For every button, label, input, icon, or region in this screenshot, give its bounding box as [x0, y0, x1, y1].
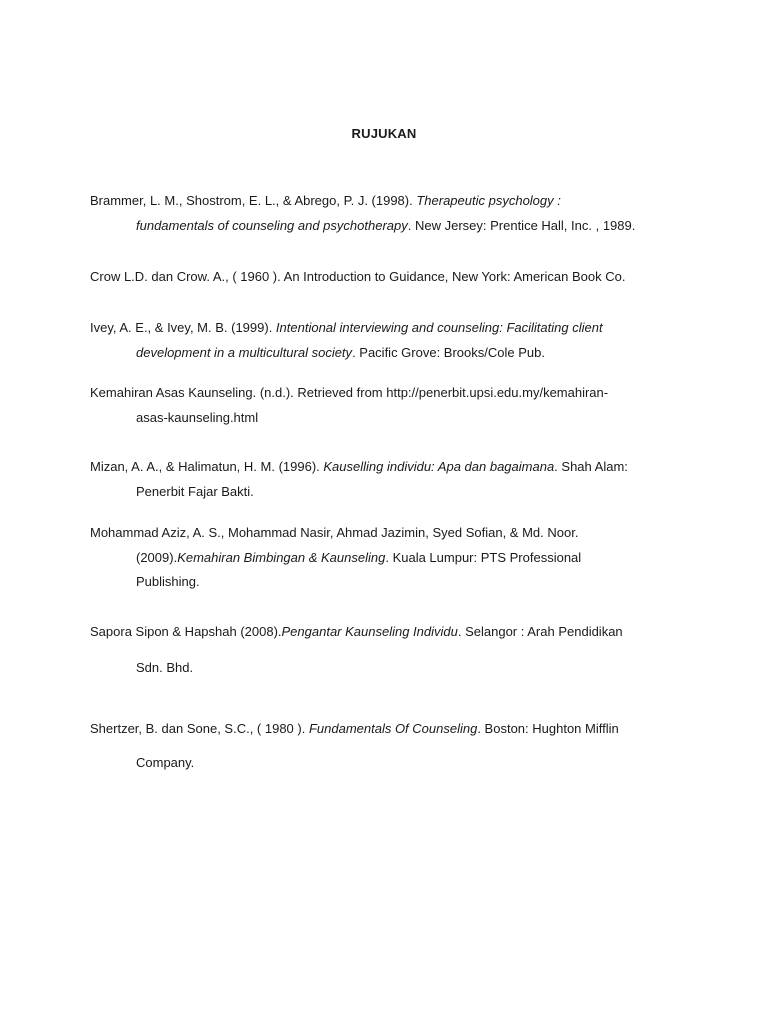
- reference-line: Mohammad Aziz, A. S., Mohammad Nasir, Ahmad Jazimin, Syed Sofian, & Md. Noor.: [90, 525, 579, 540]
- reference-line: Crow L.D. dan Crow. A., ( 1960 ). An Introduction to Guidance, New York: American Book Co.: [90, 269, 626, 284]
- reference-line: Publishing.: [136, 574, 200, 589]
- reference-line: Shertzer, B. dan Sone, S.C., ( 1980 ). Fundamentals Of Counseling. Boston: Hughton Mifflin: [90, 721, 619, 736]
- reference-entry: [90, 381, 690, 430]
- reference-entry: [90, 620, 690, 680]
- reference-line: Sapora Sipon & Hapshah (2008).Pengantar Kaunseling Individu. Selangor : Arah Pendidikan: [90, 624, 623, 639]
- reference-line: Sdn. Bhd.: [136, 659, 194, 675]
- reference-line: Kemahiran Asas Kaunseling. (n.d.). Retrieved from http://penerbit.upsi.edu.my/kemahiran-: [90, 385, 609, 400]
- reference-line: Company.: [136, 754, 195, 770]
- reference-entry: [90, 455, 690, 504]
- reference-line: asas-kaunseling.html: [136, 409, 259, 425]
- reference-entry: [90, 316, 690, 365]
- reference-line: development in a multicultural society. Pacific Grove: Brooks/Cole Pub.: [136, 344, 545, 360]
- reference-line: Mizan, A. A., & Halimatun, H. M. (1996). Kauselling individu: Apa dan bagaimana. Shah Alam:: [90, 459, 628, 474]
- reference-line: Penerbit Fajar Bakti.: [136, 483, 254, 499]
- reference-line: Ivey, A. E., & Ivey, M. B. (1999). Intentional interviewing and counseling: Facilitating client: [90, 320, 603, 335]
- reference-entry: [90, 189, 690, 238]
- reference-entry: [90, 521, 690, 595]
- reference-entry: [90, 717, 690, 775]
- reference-entry: [90, 265, 690, 290]
- reference-line: (2009).Kemahiran Bimbingan & Kaunseling. Kuala Lumpur: PTS Professional: [136, 549, 582, 565]
- reference-line: Brammer, L. M., Shostrom, E. L., & Abrego, P. J. (1998). Therapeutic psychology :: [90, 193, 561, 208]
- page-title: RUJUKAN: [351, 126, 417, 141]
- reference-line: fundamentals of counseling and psychotherapy. New Jersey: Prentice Hall, Inc. , 1989.: [136, 217, 636, 233]
